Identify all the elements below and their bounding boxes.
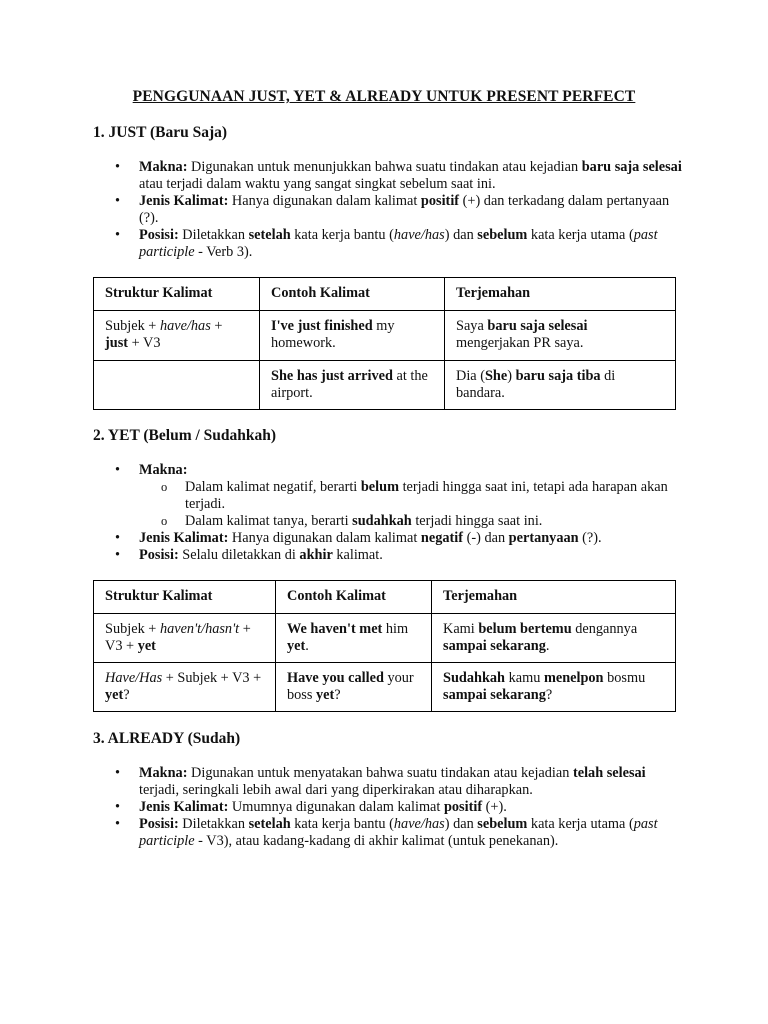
table-cell: Dia (She) baru saja tiba di bandara. bbox=[445, 361, 676, 410]
sub-list-item: o Dalam kalimat tanya, berarti sudahkah terjadi hingga saat ini. bbox=[139, 513, 683, 530]
section-heading-just: 1. JUST (Baru Saja) bbox=[93, 124, 228, 141]
column-header: Terjemahan bbox=[445, 278, 676, 311]
column-header: Struktur Kalimat bbox=[94, 278, 260, 311]
section-heading-already: 3. ALREADY (Sudah) bbox=[93, 730, 241, 747]
table-cell: She has just arrived at the airport. bbox=[260, 361, 445, 410]
table-cell: Have you called your boss yet? bbox=[276, 663, 432, 712]
list-item: • Makna: Digunakan untuk menunjukkan bahwa suatu tindakan atau kejadian baru saja selesai atau terjadi dalam waktu yang sangat singkat sebelum saat ini. bbox=[93, 159, 683, 193]
section-heading-yet: 2. YET (Belum / Sudahkah) bbox=[93, 427, 277, 444]
table-cell bbox=[94, 361, 260, 410]
column-header: Struktur Kalimat bbox=[94, 581, 276, 614]
list-item: • Jenis Kalimat: Hanya digunakan dalam kalimat negatif (-) dan pertanyaan (?). bbox=[93, 530, 683, 547]
table-cell: Have/Has + Subjek + V3 + yet? bbox=[94, 663, 276, 712]
just-table bbox=[93, 277, 676, 410]
page-title: PENGGUNAAN JUST, YET & ALREADY UNTUK PRESENT PERFECT bbox=[132, 88, 636, 105]
table-cell: I've just finished my homework. bbox=[260, 311, 445, 361]
table-cell: We haven't met him yet. bbox=[276, 614, 432, 663]
list-item: • Jenis Kalimat: Hanya digunakan dalam kalimat positif (+) dan terkadang dalam pertanyaan (?). bbox=[93, 193, 683, 227]
list-item: • Makna: Digunakan untuk menyatakan bahwa suatu tindakan atau kejadian telah selesai terjadi, seringkali lebih awal dari yang diperkirakan atau diharapkan. bbox=[93, 765, 683, 799]
table-row bbox=[94, 361, 676, 410]
table-header-row bbox=[94, 278, 676, 311]
yet-bullet-list bbox=[93, 462, 683, 564]
just-bullet-list bbox=[93, 159, 683, 261]
list-item: • Makna: o Dalam kalimat negatif, berarti belum terjadi hingga saat ini, tetapi ada harapan akan terjadi. o Dalam kalimat tanya, berarti sudahkah terjadi hingga saat ini. bbox=[93, 462, 683, 530]
table-cell: Kami belum bertemu dengannya sampai sekarang. bbox=[432, 614, 676, 663]
table-row bbox=[94, 614, 676, 663]
list-item: • Posisi: Diletakkan setelah kata kerja bantu (have/has) dan sebelum kata kerja utama (past participle - Verb 3). bbox=[93, 227, 683, 261]
table-cell: Saya baru saja selesai mengerjakan PR saya. bbox=[445, 311, 676, 361]
sub-list bbox=[139, 479, 683, 530]
table-cell: Subjek + have/has + just + V3 bbox=[94, 311, 260, 361]
table-cell: Sudahkah kamu menelpon bosmu sampai sekarang? bbox=[432, 663, 676, 712]
table-header-row bbox=[94, 581, 676, 614]
column-header: Terjemahan bbox=[432, 581, 676, 614]
list-item: • Jenis Kalimat: Umumnya digunakan dalam kalimat positif (+). bbox=[93, 799, 683, 816]
sub-list-item: o Dalam kalimat negatif, berarti belum terjadi hingga saat ini, tetapi ada harapan akan terjadi. bbox=[139, 479, 683, 513]
list-item: • Posisi: Diletakkan setelah kata kerja bantu (have/has) dan sebelum kata kerja utama (past participle - V3), atau kadang-kadang di akhir kalimat (untuk penekanan). bbox=[93, 816, 683, 850]
column-header: Contoh Kalimat bbox=[276, 581, 432, 614]
table-cell: Subjek + haven't/hasn't + V3 + yet bbox=[94, 614, 276, 663]
yet-table bbox=[93, 580, 676, 712]
already-bullet-list bbox=[93, 765, 683, 850]
table-row bbox=[94, 663, 676, 712]
list-item: • Posisi: Selalu diletakkan di akhir kalimat. bbox=[93, 547, 683, 564]
column-header: Contoh Kalimat bbox=[260, 278, 445, 311]
table-row bbox=[94, 311, 676, 361]
